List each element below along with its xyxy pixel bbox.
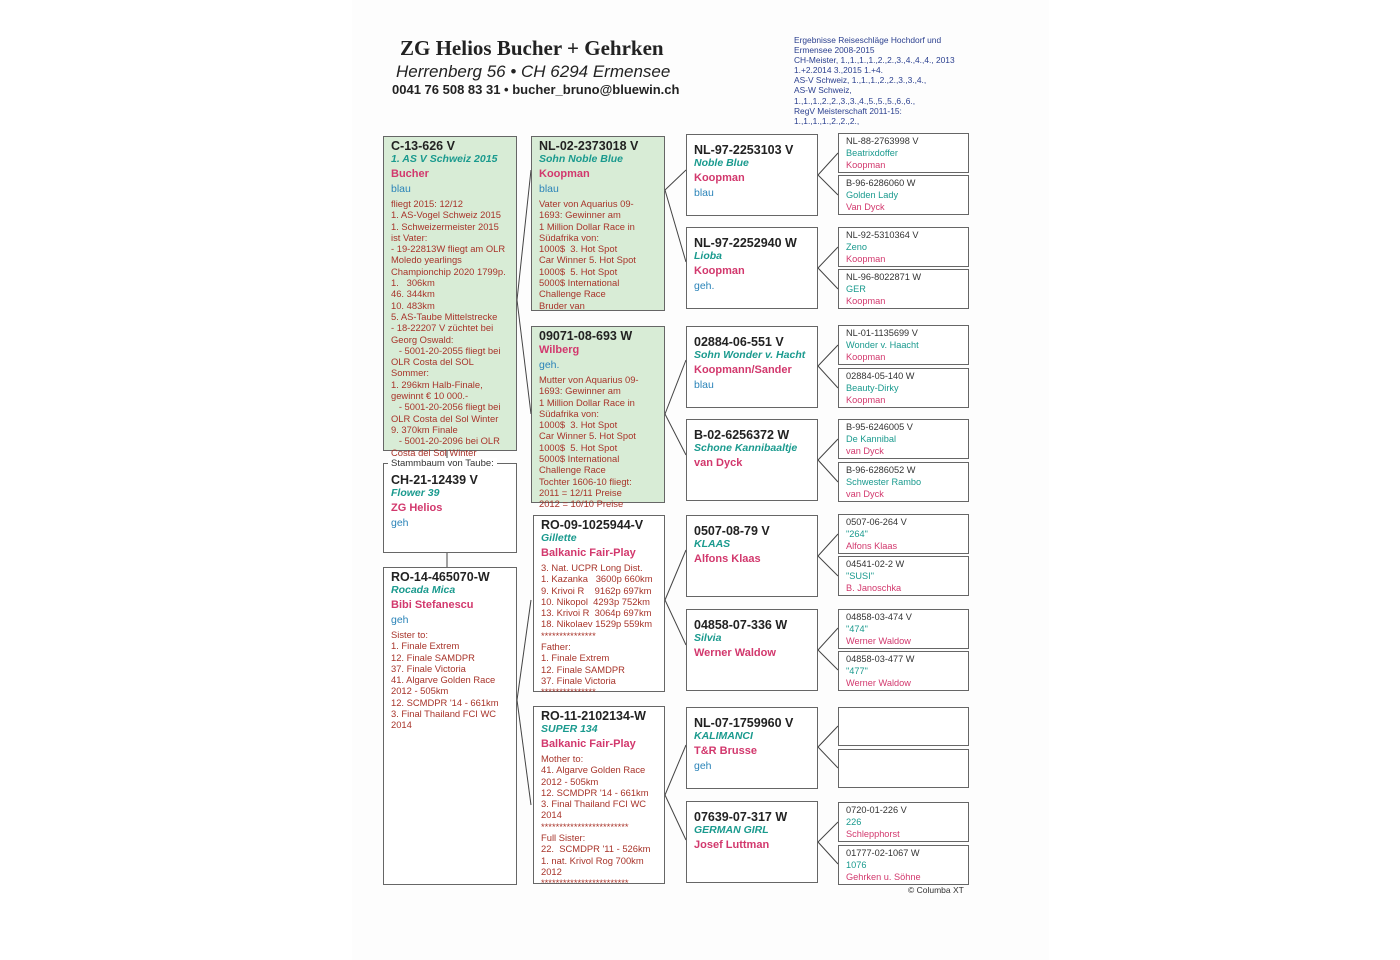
ggp-name: KALIMANCI bbox=[694, 730, 753, 742]
great-grandparent-box bbox=[686, 609, 818, 691]
note-line: 3. Final Thailand FCI WC bbox=[391, 708, 497, 720]
ggp-ring: 0507-08-79 V bbox=[694, 524, 770, 538]
gggp-box-empty bbox=[838, 749, 969, 788]
gggp-breeder: Werner Waldow bbox=[846, 636, 911, 646]
note-line: 3. Nat. UCPR Long Dist. bbox=[541, 562, 643, 573]
ggp-breeder: Koopman bbox=[694, 265, 745, 277]
results-line: AS-W Schweiz, bbox=[794, 85, 852, 96]
gggp-name: Schwester Rambo bbox=[846, 477, 922, 487]
breeder-contact: 0041 76 508 83 31 • bucher_bruno@bluewin.ch bbox=[392, 82, 680, 97]
dam-box bbox=[383, 567, 517, 885]
gggp-box bbox=[838, 227, 969, 267]
gggp-ring: B-95-6246005 V bbox=[846, 422, 913, 432]
gp-notes bbox=[541, 562, 657, 698]
gggp-box bbox=[838, 651, 969, 691]
note-line: 1000$ 3. Hot Spot bbox=[539, 243, 618, 255]
note-line: 1. Schweizermeister 2015 bbox=[391, 220, 499, 232]
note-line: Car Winner 5. Hot Spot bbox=[539, 430, 636, 442]
note-line: 5000$ International bbox=[539, 277, 620, 289]
gggp-box bbox=[838, 175, 969, 215]
note-line: Bruder van bbox=[539, 299, 585, 311]
grandparent-box bbox=[531, 326, 665, 510]
ggp-ring: 02884-06-551 V bbox=[694, 335, 784, 349]
gggp-box bbox=[838, 802, 969, 842]
gggp-name: Golden Lady bbox=[846, 190, 899, 200]
ggp-breeder: van Dyck bbox=[694, 457, 743, 469]
ggp-name: Silvia bbox=[694, 632, 722, 644]
gp-notes bbox=[541, 753, 657, 889]
great-grandparent-box bbox=[686, 801, 818, 883]
subject-ring: CH-21-12439 V bbox=[391, 473, 478, 487]
sire-color: blau bbox=[391, 183, 411, 195]
ggp-breeder: Werner Waldow bbox=[694, 647, 776, 659]
note-line: Championchip 2020 1799p. bbox=[391, 265, 506, 277]
subject-label: Stammbaum von Taube: bbox=[388, 458, 497, 469]
note-line: Car Winner 5. Hot Spot bbox=[539, 254, 636, 266]
note-line: ************************ bbox=[541, 877, 629, 889]
gggp-name: Beatrixdoffer bbox=[846, 148, 898, 158]
note-line: 1. Kazanka 3600p 660km bbox=[541, 573, 653, 585]
note-line: Sommer: bbox=[391, 367, 430, 379]
ggp-color: geh. bbox=[694, 280, 715, 292]
note-line: 2014 bbox=[391, 719, 412, 731]
gp-notes bbox=[539, 374, 657, 510]
note-line: 1693: Gewinner am bbox=[539, 209, 621, 221]
great-grandparent-box bbox=[686, 707, 818, 789]
gp-ring: RO-09-1025944-V bbox=[541, 518, 644, 532]
note-line: 37. Finale Victoria bbox=[541, 674, 616, 686]
gggp-breeder: van Dyck bbox=[846, 489, 884, 499]
note-line: gewinnt € 10 000.- bbox=[391, 390, 469, 402]
sire-breeder: Bucher bbox=[391, 168, 429, 180]
note-line: 41. Algarve Golden Race bbox=[541, 764, 646, 776]
ggp-ring: NL-97-2253103 V bbox=[694, 143, 794, 157]
note-line: Mutter von Aquarius 09- bbox=[539, 374, 639, 385]
note-line: - 19-22813W fliegt am OLR bbox=[391, 243, 506, 255]
sire-ring: C-13-626 V bbox=[391, 139, 455, 153]
note-line: 3. Final Thailand FCI WC bbox=[541, 798, 647, 810]
breeder-title: ZG Helios Bucher + Gehrken bbox=[400, 36, 664, 60]
race-results-summary bbox=[794, 35, 974, 126]
great-grandparent-box bbox=[686, 326, 818, 408]
gggp-ring: 02884-05-140 W bbox=[846, 371, 915, 381]
gp-notes bbox=[539, 198, 657, 311]
gp-name: Sohn Noble Blue bbox=[539, 153, 623, 165]
note-line: 1. 306km bbox=[391, 277, 435, 289]
ggp-breeder: Josef Luttman bbox=[694, 839, 770, 851]
gggp-ring: 01777-02-1067 W bbox=[846, 848, 920, 858]
sire-box bbox=[383, 136, 517, 458]
gggp-ring: NL-01-1135699 V bbox=[846, 328, 918, 338]
gggp-name: Wonder v. Haacht bbox=[846, 340, 919, 350]
note-line: 2012 - 505km bbox=[391, 685, 449, 697]
note-line: *************** bbox=[541, 686, 596, 698]
ggp-ring: 07639-07-317 W bbox=[694, 810, 788, 824]
note-line: 1. Finale Extrem bbox=[391, 640, 460, 652]
gggp-ring: NL-96-8022871 W bbox=[846, 272, 922, 282]
ggp-name: Noble Blue bbox=[694, 157, 749, 169]
dam-color: geh bbox=[391, 614, 409, 626]
ggp-name: GERMAN GIRL bbox=[694, 824, 769, 836]
gggp-name: "474" bbox=[846, 624, 868, 634]
results-line: 1.,1.,1.,1.,2.,2.,2., bbox=[794, 115, 860, 126]
note-line: 2012 = 10/10 Preise bbox=[539, 498, 624, 510]
note-line: 1. AS-Vogel Schweiz 2015 bbox=[391, 209, 501, 221]
gggp-box bbox=[838, 556, 969, 596]
note-line: 9. 370km Finale bbox=[391, 423, 458, 435]
note-line: Full Sister: bbox=[541, 832, 586, 844]
gp-breeder: Koopman bbox=[539, 168, 590, 180]
ggp-name: KLAAS bbox=[694, 538, 731, 550]
ggp-ring: B-02-6256372 W bbox=[694, 428, 790, 442]
sire-name: 1. AS V Schweiz 2015 bbox=[391, 153, 498, 165]
gggp-name: GER bbox=[846, 284, 866, 294]
note-line: 37. Finale Victoria bbox=[391, 662, 466, 674]
note-line: 1. nat. Krivol Rog 700km bbox=[541, 854, 644, 866]
gggp-ring: 04858-03-477 W bbox=[846, 654, 915, 664]
gggp-ring: 04541-02-2 W bbox=[846, 559, 905, 569]
gp-breeder: Balkanic Fair-Play bbox=[541, 738, 636, 750]
gggp-breeder: van Dyck bbox=[846, 446, 884, 456]
gp-name: Gillette bbox=[541, 532, 577, 544]
gp-name: SUPER 134 bbox=[541, 723, 598, 735]
dam-breeder: Bibi Stefanescu bbox=[391, 599, 474, 611]
gggp-box bbox=[838, 609, 969, 649]
ggp-breeder: T&R Brusse bbox=[694, 745, 757, 757]
great-grandparent-box bbox=[686, 134, 818, 216]
note-line: 12. Finale SAMDPR bbox=[391, 651, 475, 663]
gggp-box bbox=[838, 419, 969, 459]
gggp-name: "477" bbox=[846, 666, 868, 676]
results-line: AS-V Schweiz, 1.,1.,1.,2.,2.,3.,3.,4., bbox=[794, 75, 927, 86]
breeder-address: Herrenberg 56 • CH 6294 Ermensee bbox=[396, 62, 671, 81]
gggp-ring: 0720-01-226 V bbox=[846, 805, 907, 815]
great-grandparent-box bbox=[686, 419, 818, 501]
copyright: © Columba XT bbox=[908, 885, 964, 895]
note-line: 22. SCMDPR '11 - 526km bbox=[541, 843, 651, 855]
note-line: 1 Million Dollar Race in bbox=[539, 396, 635, 408]
sire-notes bbox=[391, 198, 509, 458]
note-line: 1000$ 3. Hot Spot bbox=[539, 419, 618, 431]
dam-ring: RO-14-465070-W bbox=[391, 570, 490, 584]
note-line: 1693: Gewinner am bbox=[539, 385, 621, 397]
gggp-breeder: Koopman bbox=[846, 254, 886, 264]
ggp-name: Lioba bbox=[694, 250, 722, 262]
gggp-box bbox=[838, 269, 969, 309]
gggp-box bbox=[838, 462, 969, 502]
gggp-name: 1076 bbox=[846, 860, 867, 870]
note-line: 2012 - 505km bbox=[541, 775, 599, 787]
gggp-breeder: B. Janoschka bbox=[846, 583, 902, 593]
results-line: 1.+2.2014 3.,2015 1.+4. bbox=[794, 65, 883, 76]
gggp-box bbox=[838, 325, 969, 365]
gggp-ring: 04858-03-474 V bbox=[846, 612, 912, 622]
great-grandparent-box bbox=[686, 227, 818, 309]
note-line: - 5001-20-2096 bei OLR bbox=[391, 435, 500, 447]
note-line: 2011 = 12/11 Preise bbox=[539, 486, 622, 498]
results-line: Ermensee 2008-2015 bbox=[794, 45, 875, 56]
note-line: 10. Nikopol 4293p 752km bbox=[541, 595, 650, 607]
note-line: ************************ bbox=[541, 820, 629, 832]
note-line: 1000$ 5. Hot Spot bbox=[539, 265, 618, 277]
note-line: 5000$ International bbox=[539, 453, 620, 465]
subject-color: geh bbox=[391, 517, 409, 529]
gp-ring: RO-11-2102134-W bbox=[541, 709, 646, 723]
grandparent-box bbox=[531, 136, 665, 311]
gggp-ring: B-96-6286052 W bbox=[846, 465, 916, 475]
gggp-name: De Kannibal bbox=[846, 434, 897, 444]
gggp-ring: B-96-6286060 W bbox=[846, 178, 916, 188]
note-line: - 5001-20-2055 fliegt bei bbox=[391, 344, 501, 356]
subject-breeder: ZG Helios bbox=[391, 502, 443, 514]
gggp-breeder: Koopman bbox=[846, 160, 886, 170]
results-line: Ergebnisse Reiseschläge Hochdorf und bbox=[794, 35, 942, 45]
ggp-breeder: Koopman bbox=[694, 172, 745, 184]
note-line: 2014 bbox=[541, 809, 562, 821]
note-line: 12. SCMDPR '14 - 661km bbox=[541, 786, 649, 798]
gggp-breeder: Werner Waldow bbox=[846, 678, 911, 688]
dam-notes bbox=[391, 629, 509, 731]
gggp-box bbox=[838, 845, 969, 885]
gggp-ring: NL-88-2763998 V bbox=[846, 136, 919, 146]
gggp-name: Zeno bbox=[846, 242, 867, 252]
gggp-breeder: Koopman bbox=[846, 352, 886, 362]
gggp-box bbox=[838, 514, 969, 554]
note-line: 5. AS-Taube Mittelstrecke bbox=[391, 310, 498, 322]
great-grandparent-box bbox=[686, 515, 818, 597]
results-line: RegV Meisterschaft 2011-15: bbox=[794, 105, 902, 116]
ggp-color: geh bbox=[694, 760, 712, 772]
gggp-breeder: Koopman bbox=[846, 296, 886, 306]
ggp-breeder: Koopmann/Sander bbox=[694, 364, 792, 376]
gp-color: blau bbox=[539, 183, 559, 195]
gggp-ring: 0507-06-264 V bbox=[846, 517, 907, 527]
ggp-name: Sohn Wonder v. Hacht bbox=[694, 349, 806, 361]
note-line: 12. SCMDPR '14 - 661km bbox=[391, 696, 499, 708]
note-line: 10. 483km bbox=[391, 299, 435, 311]
results-line: CH-Meister, 1.,1.,1.,1.,2.,2.,3.,4.,4.,4., 2013 bbox=[794, 55, 955, 66]
gggp-breeder: Van Dyck bbox=[846, 202, 885, 212]
note-line: Sister to: bbox=[391, 629, 428, 640]
note-line: *************** bbox=[541, 629, 596, 641]
note-line: 13. Krivoi R 3064p 697km bbox=[541, 607, 652, 619]
note-line: Challenge Race bbox=[539, 288, 606, 300]
note-line: - 18-22207 V züchtet bei bbox=[391, 322, 494, 334]
gggp-name: "SUSI" bbox=[846, 571, 874, 581]
ggp-ring: NL-97-2252940 W bbox=[694, 236, 797, 250]
note-line: 1. Finale Extrem bbox=[541, 652, 610, 664]
gggp-name: Beauty-Dirky bbox=[846, 383, 899, 393]
gggp-breeder: Koopman bbox=[846, 395, 886, 405]
gggp-box-empty bbox=[838, 707, 969, 746]
note-line: 41. Algarve Golden Race bbox=[391, 674, 496, 686]
ggp-breeder: Alfons Klaas bbox=[694, 553, 761, 565]
gggp-name: "264" bbox=[846, 529, 868, 539]
note-line: 1 Million Dollar Race in bbox=[539, 220, 635, 232]
ggp-name: Schone Kannibaaltje bbox=[694, 442, 798, 454]
note-line: ist Vater: bbox=[391, 231, 428, 243]
gggp-box bbox=[838, 133, 969, 173]
dam-name: Rocada Mica bbox=[391, 584, 456, 596]
note-line: Challenge Race bbox=[539, 464, 606, 476]
ggp-ring: NL-07-1759960 V bbox=[694, 716, 794, 730]
note-line: 2012 bbox=[541, 865, 562, 877]
gggp-name: 226 bbox=[846, 817, 862, 827]
ggp-ring: 04858-07-336 W bbox=[694, 618, 788, 632]
note-line: Costa del Sol Winter bbox=[391, 446, 477, 458]
gggp-breeder: Schlepphorst bbox=[846, 829, 900, 839]
note-line: OLR Costa del SOL bbox=[391, 356, 474, 368]
ggp-color: blau bbox=[694, 379, 714, 391]
ggp-color: blau bbox=[694, 187, 714, 199]
gp-breeder: Balkanic Fair-Play bbox=[541, 547, 636, 559]
note-line: Tochter 1606-10 fliegt: bbox=[539, 475, 632, 487]
results-line: 1.,1.,1.,2.,2.,3.,3.,4.,5.,5.,5.,6.,6., bbox=[794, 95, 916, 106]
gggp-box bbox=[838, 368, 969, 408]
gp-color: geh. bbox=[539, 359, 560, 371]
note-line: Südafrika von: bbox=[539, 231, 599, 243]
note-line: fliegt 2015: 12/12 bbox=[391, 198, 463, 209]
note-line: Vater von Aquarius 09- bbox=[539, 198, 634, 209]
subject-box bbox=[383, 463, 517, 553]
note-line: 1000$ 5. Hot Spot bbox=[539, 441, 618, 453]
grandparent-box bbox=[533, 706, 665, 889]
gp-ring: 09071-08-693 W bbox=[539, 329, 633, 343]
gggp-ring: NL-92-5310364 V bbox=[846, 230, 919, 240]
note-line: 46. 344km bbox=[391, 288, 435, 300]
gp-ring: NL-02-2373018 V bbox=[539, 139, 639, 153]
gggp-breeder: Gehrken u. Söhne bbox=[846, 872, 921, 882]
note-line: Father: bbox=[541, 641, 571, 653]
subject-name: Flower 39 bbox=[391, 487, 440, 499]
gp-name: Wilberg bbox=[539, 344, 580, 356]
note-line: Mother to: bbox=[541, 753, 584, 764]
note-line: 9. Krivoi R 9162p 697km bbox=[541, 584, 652, 596]
note-line: Moledo yearlings bbox=[391, 254, 462, 266]
note-line: Südafrika von: bbox=[539, 407, 599, 419]
note-line: 18. Nikolaev 1529p 559km bbox=[541, 618, 653, 630]
note-line: 12. Finale SAMDPR bbox=[541, 663, 625, 675]
note-line: Georg Oswald: bbox=[391, 333, 454, 345]
grandparent-box bbox=[533, 515, 665, 698]
gggp-breeder: Alfons Klaas bbox=[846, 541, 898, 551]
note-line: - 5001-20-2056 fliegt bei bbox=[391, 401, 501, 413]
note-line: OLR Costa del Sol Winter bbox=[391, 412, 499, 424]
note-line: 1. 296km Halb-Finale, bbox=[391, 378, 483, 390]
